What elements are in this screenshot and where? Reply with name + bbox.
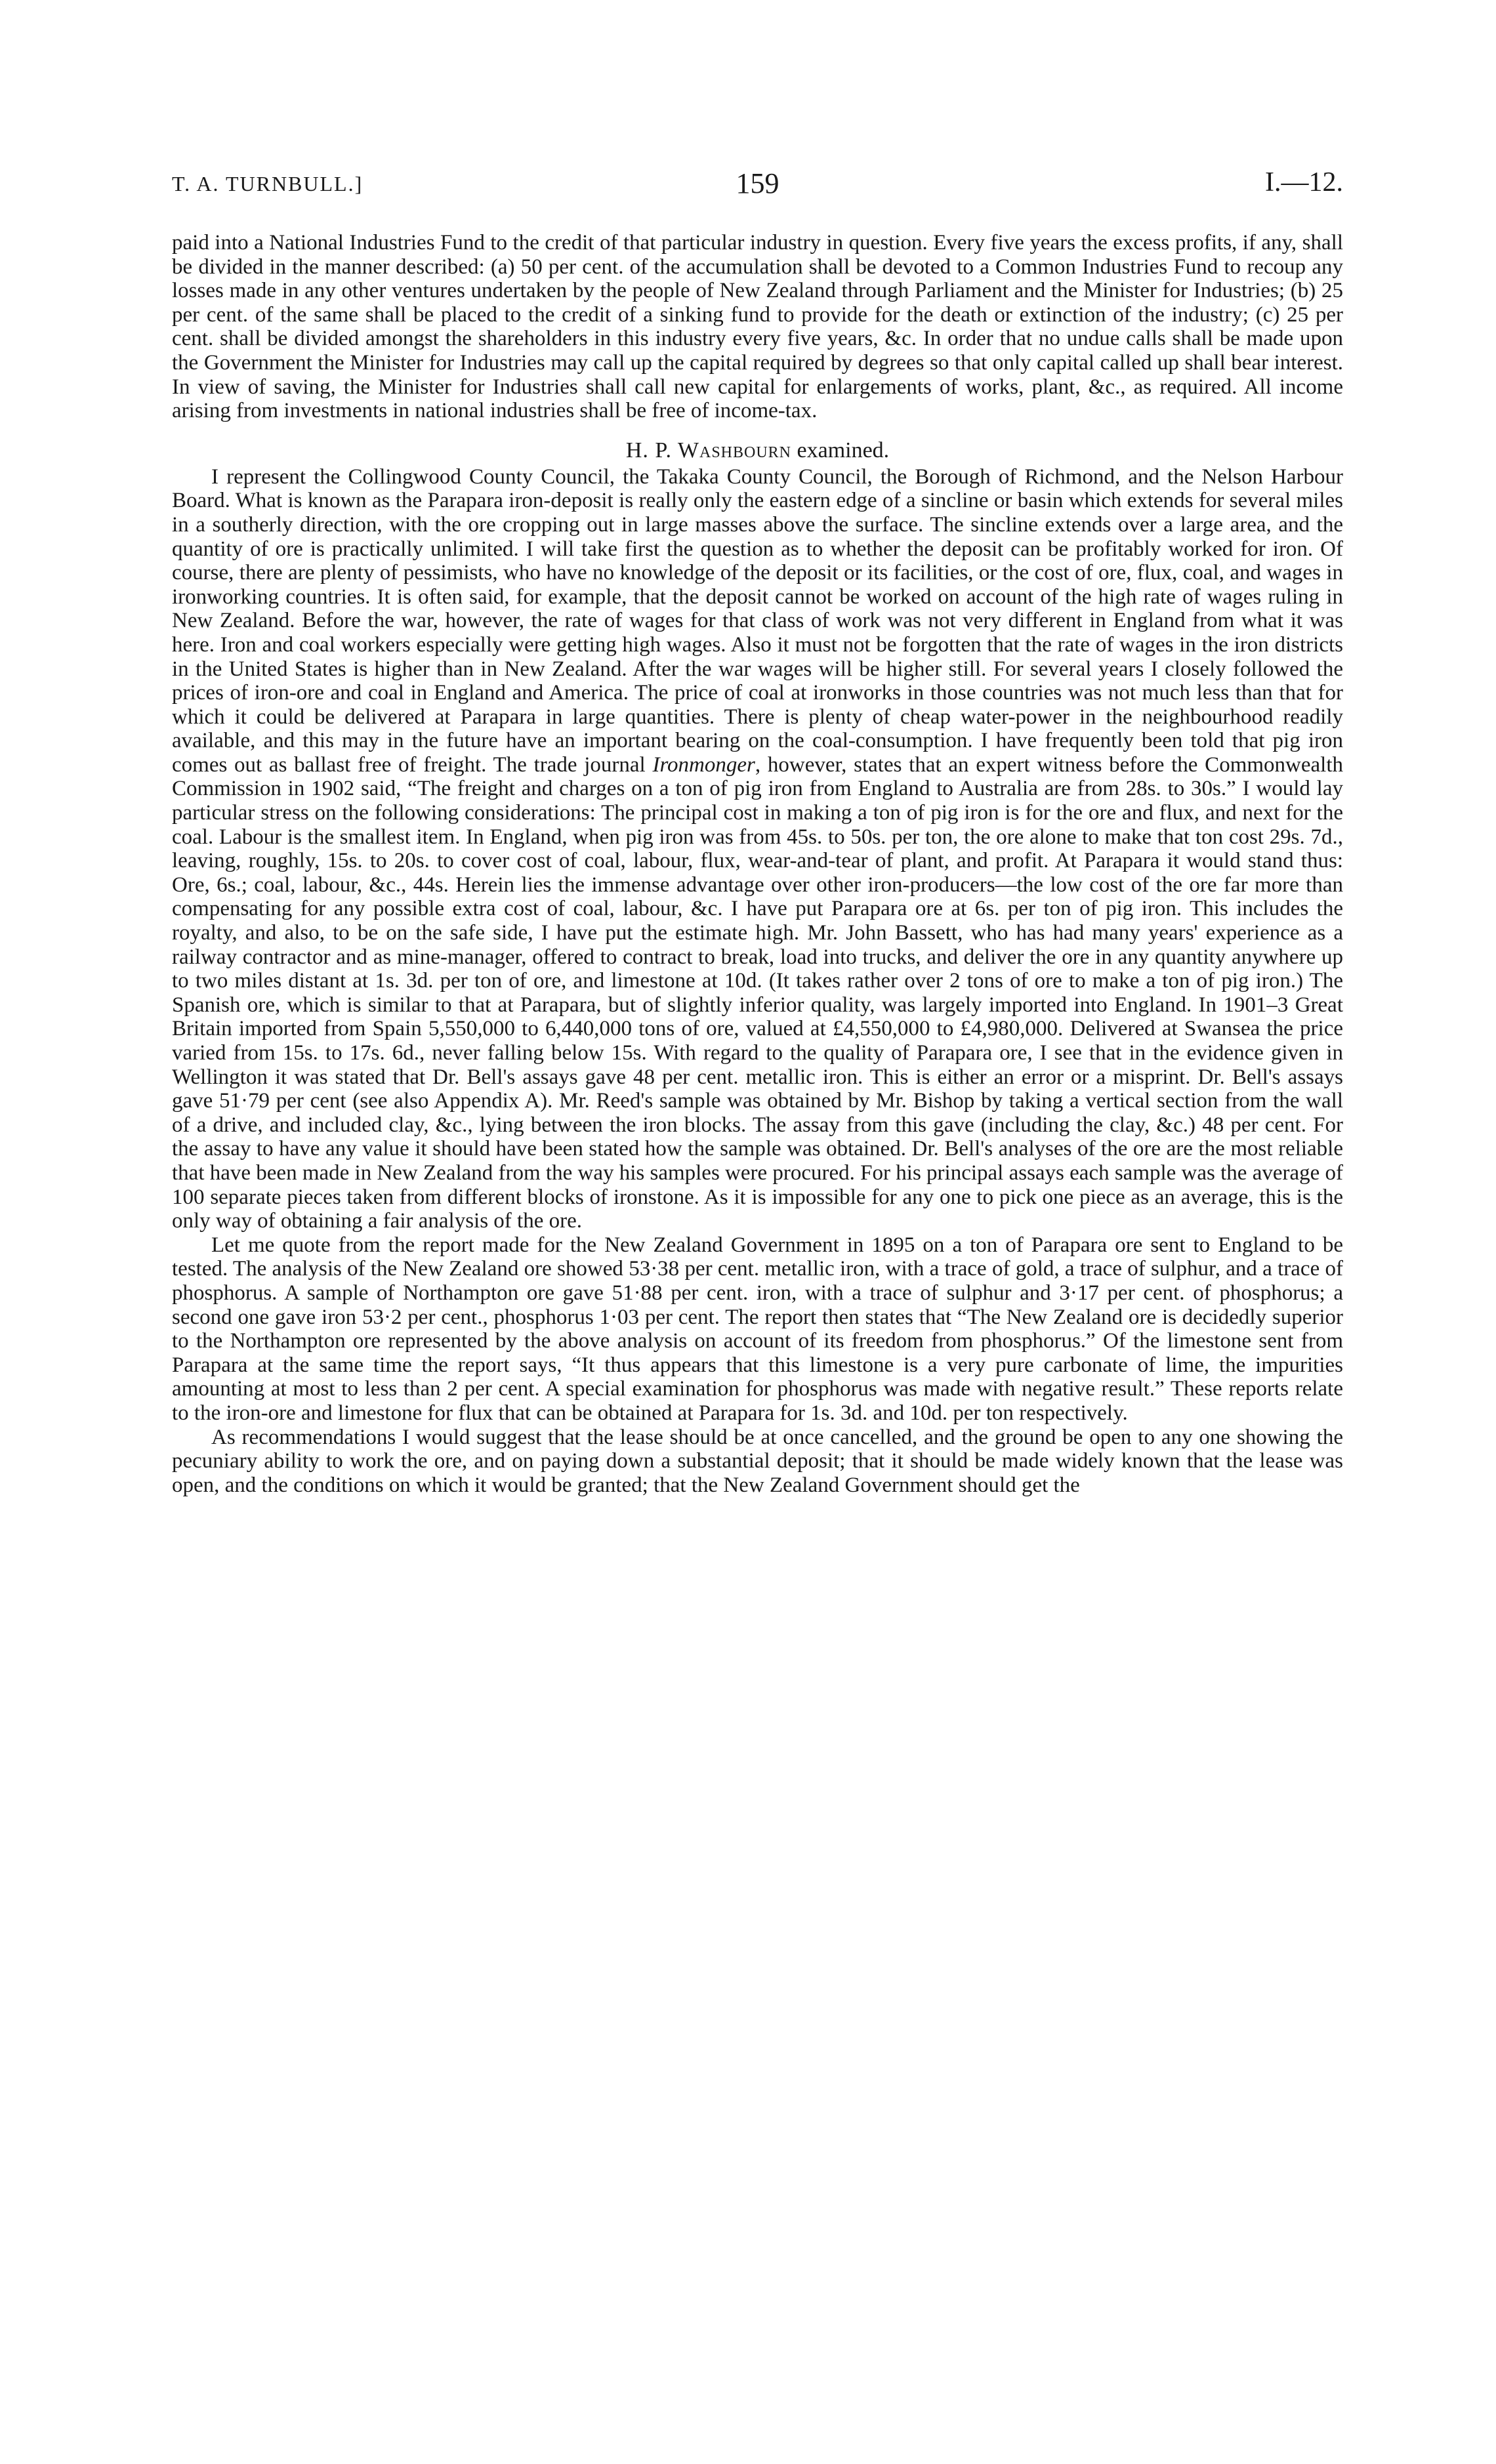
paragraph-1895-report: Let me quote from the report made for the New Zealand Government in 1895 on a ton of Parapara ore sent to England to be tested. The analysis of the New Zealand ore showed 53·38 per cent. metallic iron, with a trace of gold, a trace of sulphur, and a trace of phosphorus. A sample of Northampton ore gave 51·88 per cent. iron, with a trace of sulphur and 3·17 per cent. of phosphorus; a second one gave iron 53·2 per cent., phosphorus 1·03 per cent. The report then states that “The New Zealand ore is decidedly superior to the Northampton ore represented by the above analysis on account of its freedom from phosphorus.” Of the limestone sent from Parapara at the same time the report says, “It thus appears that this limestone is a very pure carbonate of lime, the impurities amounting at most to less than 2 per cent. A special examination for phosphorus was made with negative result.” These reports relate to the iron-ore and limestone for flux that can be obtained at Parapara for 1s. 3d. and 10d. per ton respectively. xyxy=(172,1233,1343,1425)
page-number: 159 xyxy=(736,167,779,199)
page-header xyxy=(172,167,1343,206)
paragraph-text: I represent the Collingwood County Council, the Takaka County Council, the Borough of Richmond, and the Nelson Harbour Board. What is known as the Parapara iron-deposit is really only the eastern edge of a sincline or basin which extends for several miles in a southerly direction, with the ore cropping out in large masses above the surface. The sincline extends over a large area, and the quantity of ore is practically unlimited. I will take first the question as to whether the deposit can be profitably worked for iron. Of course, there are plenty of pessimists, who have no knowledge of the deposit or its facilities, or the cost of ore, flux, coal, and wages in ironworking countries. It is often said, for example, that the deposit cannot be worked on account of the high rate of wages ruling in New Zealand. Before the war, however, the rate of wages for that class of work was not very different in England from what it was here. Iron and coal workers especially were getting high wages. Also it must not be forgotten that the rate of wages in the iron districts in the United States is higher than in New Zealand. After the war wages will be higher still. For several years I closely followed the prices of iron-ore and coal in England and America. The price of coal at ironworks in those countries was not much less than that for which it could be delivered at Parapara in large quantities. There is plenty of cheap water-power in the neighbourhood readily available, and this may in the future have an important bearing on the coal-consumption. I have frequently been told that pig iron comes out as ballast free of freight. The trade journal xyxy=(172,464,1343,777)
paragraph-recommendations: As recommendations I would suggest that the lease should be at once cancelled, and the ground be open to any one showing the pecuniary ability to work the ore, and on paying down a substantial deposit; that it should be made widely known that the lease was open, and the conditions on which it would be granted; that the New Zealand Government should get the xyxy=(172,1425,1343,1497)
paragraph-industries-fund: paid into a National Industries Fund to the credit of that particular industry in question. Every five years the excess profits, if any, shall be divided in the manner described: (a) 50 per cent. of the accumulation shall be devoted to a Common Industries Fund to recoup any losses made in any other ventures undertaken by the people of New Zealand through Parliament and the Minister for Industries; (b) 25 per cent. of the same shall be placed to the credit of a sinking fund to provide for the death or extinction of the industry; (c) 25 per cent. shall be divided amongst the shareholders in this industry every five years, &c. In order that no undue calls shall be made upon the Government the Minister for Industries may call up the capital required by degrees so that only capital called up shall bear interest. In view of saving, the Minister for Industries shall call new capital for enlargements of works, plant, &c., as required. All income arising from investments in national industries shall be free of income-tax. xyxy=(172,231,1343,423)
witness-name: T. A. TURNBULL.] xyxy=(172,172,364,195)
paper-reference: I.—12. xyxy=(1265,167,1343,197)
document-body xyxy=(172,231,1343,1497)
witness-heading-suffix: examined. xyxy=(791,438,890,462)
section-heading-washbourn xyxy=(172,438,1343,464)
witness-heading-name: H. P. Washbourn xyxy=(625,438,792,462)
paragraph-parapara-deposit xyxy=(172,465,1343,1233)
paragraph-text: , however, states that an expert witness before the Commonwealth Commission in 1902 said, “The freight and charges on a ton of pig iron from England to Australia are from 28s. to 30s.” I would lay particular stress on the following considerations: The principal cost in making a ton of pig iron is for the ore and flux, and next for the coal. Labour is the smallest item. In England, when pig iron was from 45s. to 50s. per ton, the ore alone to make that ton cost 29s. 7d., leaving, roughly, 15s. to 20s. to cover cost of coal, labour, flux, wear-and-tear of plant, and profit. At Parapara it would stand thus: Ore, 6s.; coal, labour, &c., 44s. Herein lies the immense advantage over other iron-producers—the low cost of the ore far more than compensating for any possible extra cost of coal, labour, &c. I have put Parapara ore at 6s. per ton of pig iron. This includes the royalty, and also, to be on the safe side, I have put the estimate high. Mr. John Bassett, who has had many years' experience as a railway contractor and as mine-manager, offered to contract to break, load into trucks, and deliver the ore in any quantity anywhere up to two miles distant at 1s. 3d. per ton of ore, and limestone at 10d. (It takes rather over 2 tons of ore to make a ton of pig iron.) The Spanish ore, which is similar to that at Parapara, but of slightly inferior quality, was largely imported into England. In 1901–3 Great Britain imported from Spain 5,550,000 to 6,440,000 tons of ore, valued at £4,550,000 to £4,980,000. Delivered at Swansea the price varied from 15s. to 17s. 6d., never falling below 15s. With regard to the quality of Parapara ore, I see that in the evidence given in Wellington it was stated that Dr. Bell's assays gave 48 per cent. metallic iron. This is either an error or a misprint. Dr. Bell's assays gave 51·79 per cent (see also Appendix A). Mr. Reed's sample was obtained by Mr. Bishop by taking a vertical section from the wall of a drive, and included clay, &c., lying between the iron blocks. The assay from this gave (including the clay, &c.) 48 per cent. For the assay to have any value it should have been stated how the sample was obtained. Dr. Bell's analyses of the ore are the most reliable that have been made in New Zealand from the way his samples were procured. For his principal assays each sample was the average of 100 separate pieces taken from different blocks of ironstone. As it is impossible for any one to pick one piece as an average, this is the only way of obtaining a fair analysis of the ore. xyxy=(172,752,1344,1233)
journal-title: Ironmonger xyxy=(652,752,755,777)
